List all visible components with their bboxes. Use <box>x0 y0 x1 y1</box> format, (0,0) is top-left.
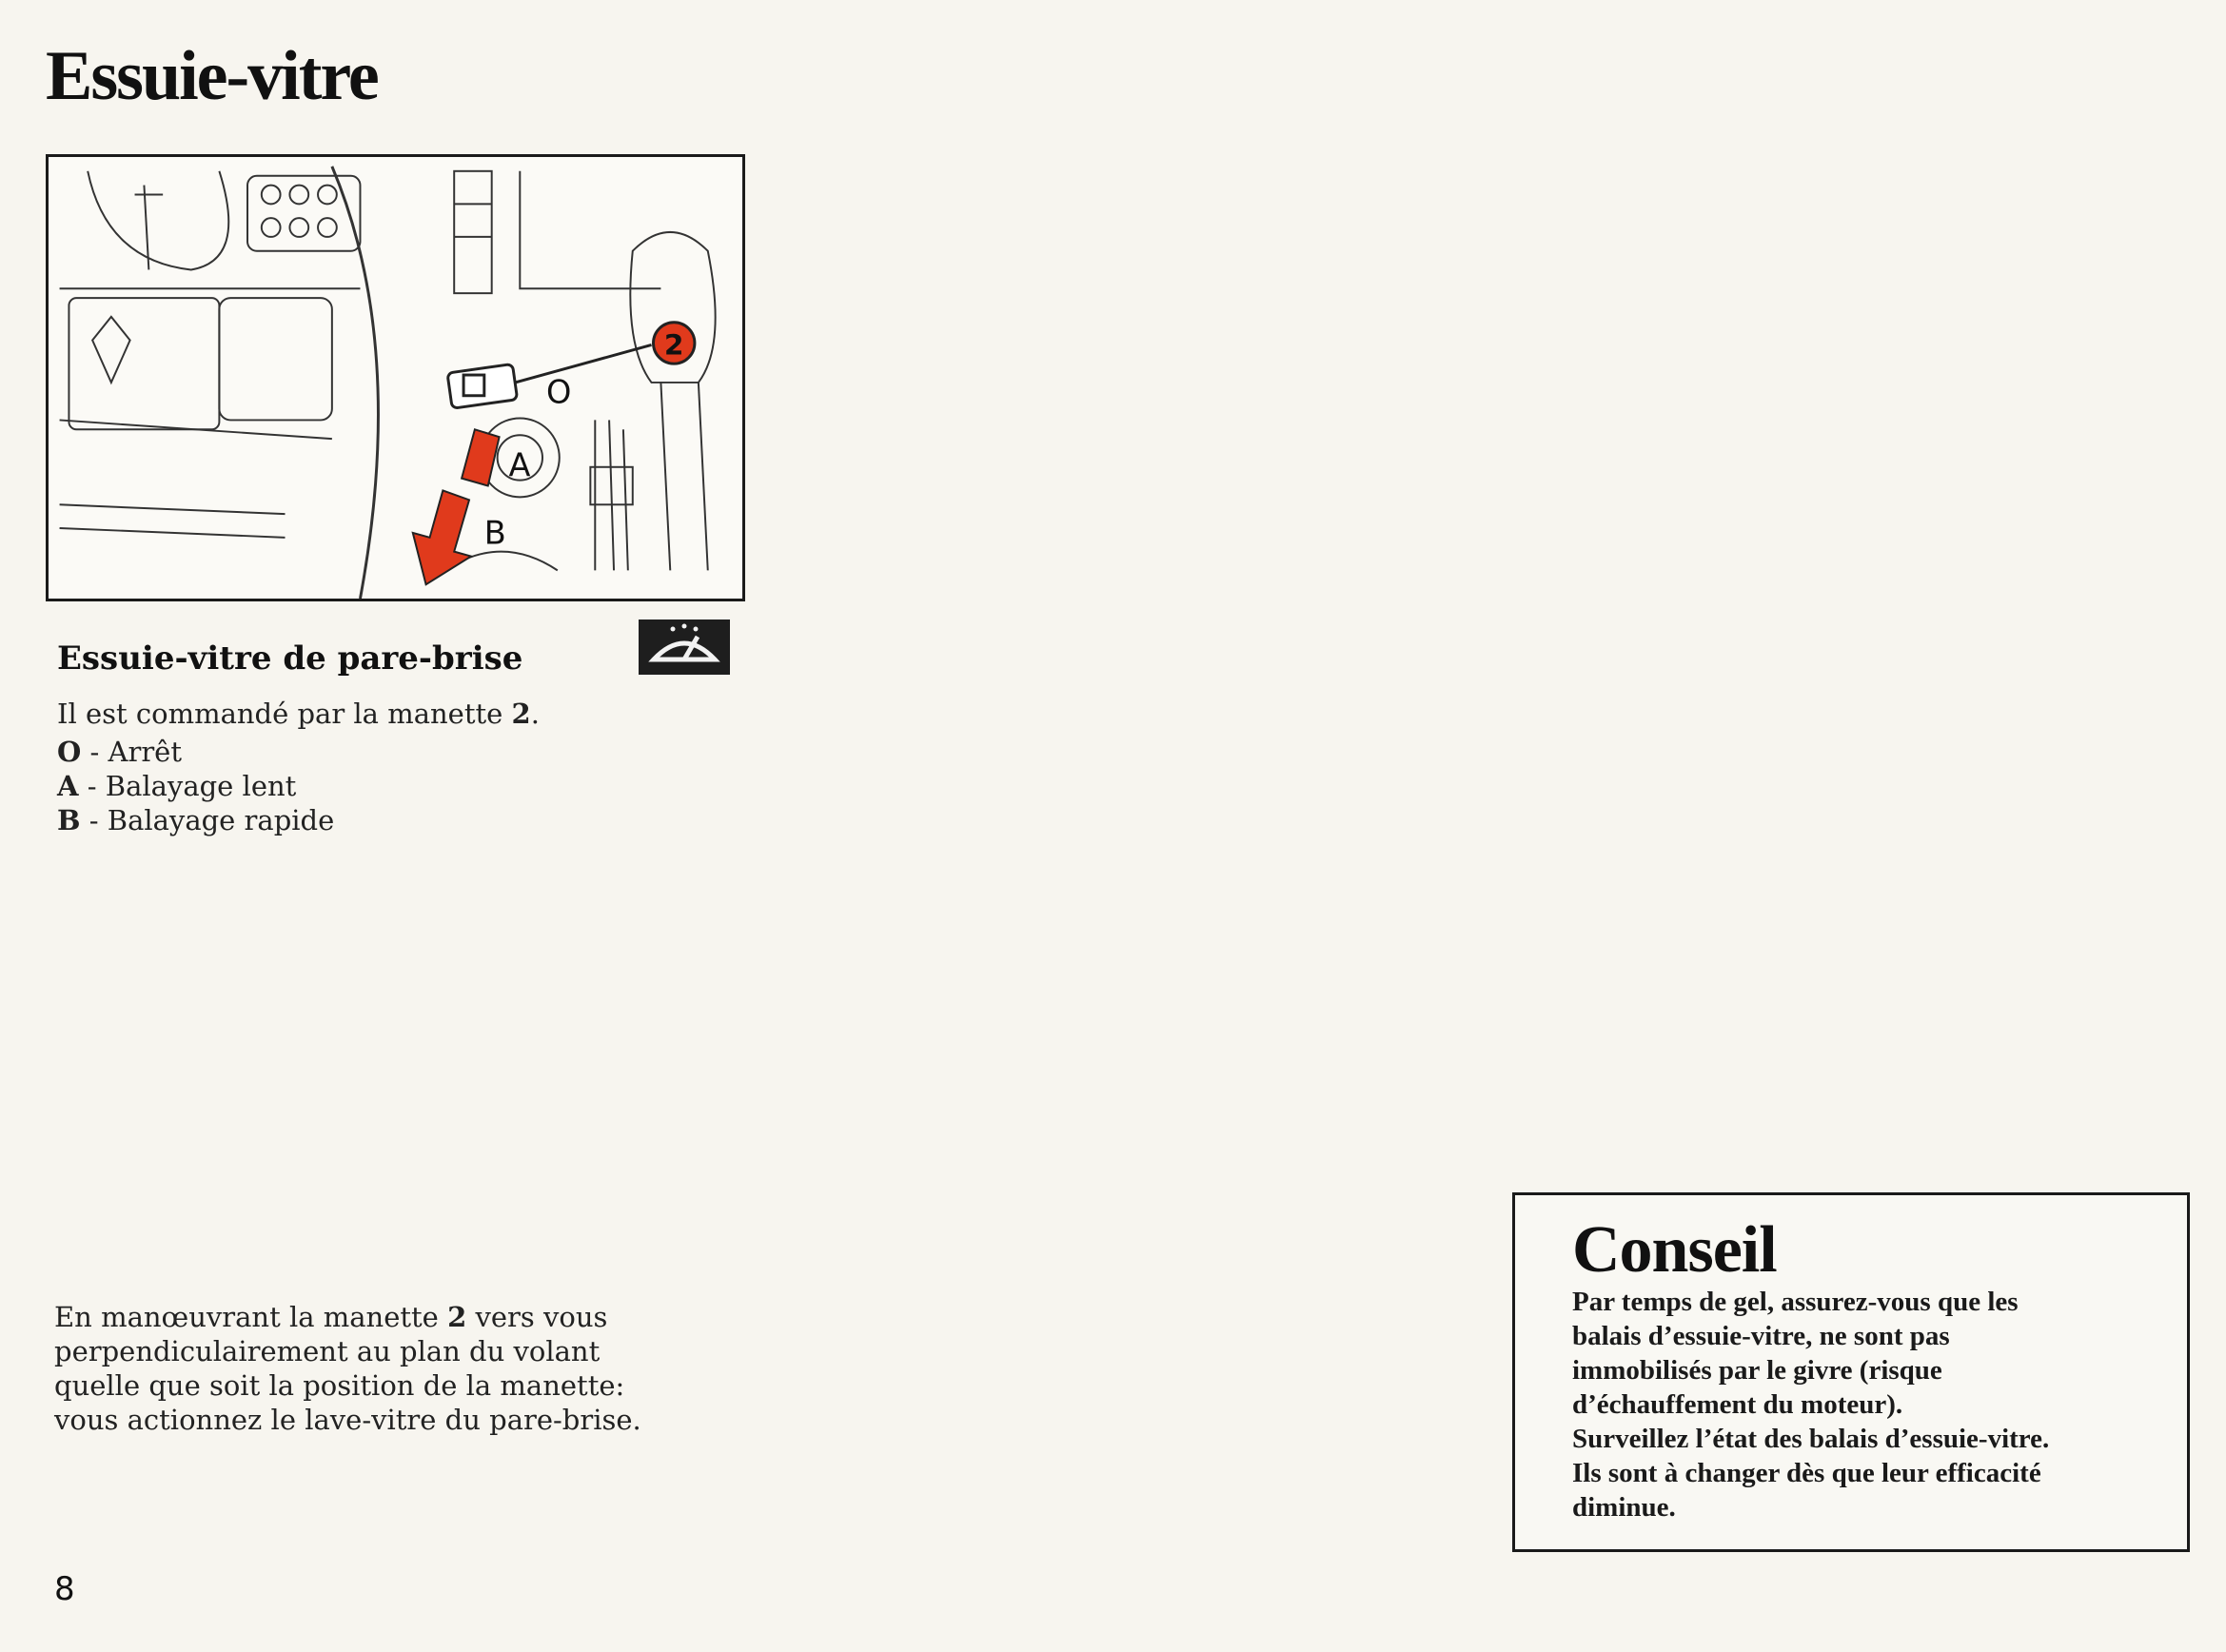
intro-text: Il est commandé par la manette 2. <box>57 698 540 730</box>
washer-line: En manœuvrant la manette 2 vers vous <box>54 1301 608 1333</box>
tip-box <box>1512 1192 2190 1552</box>
wiper-stalk-illustration <box>46 154 745 601</box>
list-item: B - Balayage rapide <box>57 804 335 836</box>
section-title: Essuie-vitre de pare-brise <box>57 639 523 678</box>
washer-line: vous actionnez le lave-vitre du pare-brise. <box>54 1404 641 1436</box>
page-title: Essuie-vitre <box>46 37 378 115</box>
windscreen-wiper-icon <box>639 620 730 675</box>
callout-number: 2 <box>663 328 684 362</box>
position-label-slow: A <box>508 446 531 484</box>
washer-line: perpendiculairement au plan du volant <box>54 1335 601 1367</box>
page-number: 8 <box>54 1570 75 1608</box>
tip-text: Par temps de gel, assurez-vous que les balais d’essuie-vitre, ne sont pas immobilisés par le givre (risque d’échauffement du moteur). Surveillez l’état des balais d’essuie-vitre. Ils sont à changer dès que leur efficacité diminue. <box>1572 1287 2050 1523</box>
wiper-position-list <box>57 735 334 837</box>
washer-paragraph <box>54 1300 739 1437</box>
position-label-fast: B <box>483 514 506 552</box>
position-label-off: O <box>545 373 572 411</box>
tip-title: Conseil <box>1572 1213 1777 1287</box>
list-item: O - Arrêt <box>57 736 182 768</box>
washer-line: quelle que soit la position de la manette: <box>54 1369 625 1402</box>
list-item: A - Balayage lent <box>57 770 297 802</box>
